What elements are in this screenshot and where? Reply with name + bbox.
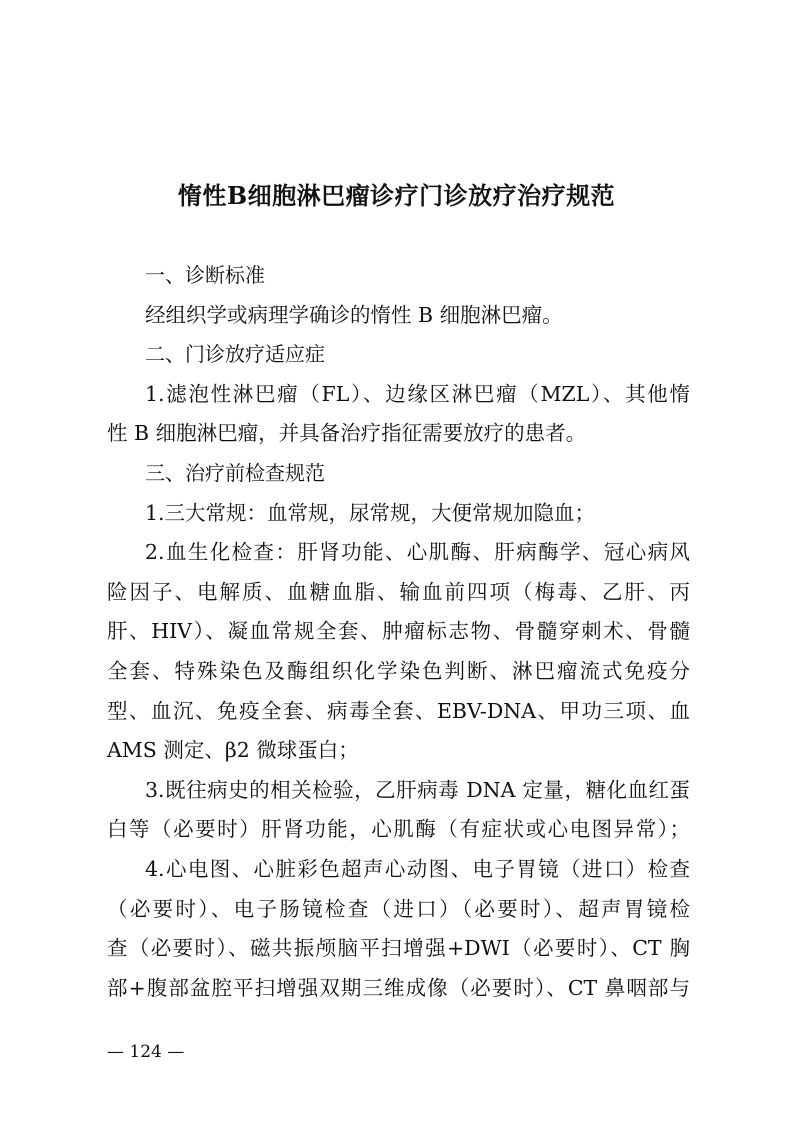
text-line: 肝、HIV）、凝血常规全套、肿瘤标志物、骨髓穿刺术、骨髓 (107, 619, 690, 644)
text-line: （必要时）、电子肠镜检查（进口）（必要时）、超声胃镜检 (107, 896, 690, 921)
text-line: AMS 测定、β2 微球蛋白； (107, 738, 359, 763)
text-line: 型、血沉、免疫全套、病毒全套、EBV-DNA、甲功三项、血 (107, 698, 690, 723)
text-line: 3.既往病史的相关检验，乙肝病毒 DNA 定量，糖化血红蛋 (145, 777, 690, 802)
text-line: 险因子、电解质、血糖血脂、输血前四项（梅毒、乙肝、丙 (107, 579, 690, 604)
page-title: 惰性B细胞淋巴瘤诊疗门诊放疗治疗规范 (177, 181, 616, 210)
text-line: 经组织学或病理学确诊的惰性 B 细胞淋巴瘤。 (145, 302, 563, 327)
text-line: 部+腹部盆腔平扫增强双期三维成像（必要时）、CT 鼻咽部与 (107, 975, 690, 1000)
text-line: 4.心电图、心脏彩色超声心动图、电子胃镜（进口）检查 (145, 856, 690, 881)
page-number: — 124 — (107, 1042, 185, 1062)
text-line: 1.三大常规：血常规，尿常规，大便常规加隐血； (145, 500, 596, 525)
section-heading: 一、诊断标准 (145, 263, 265, 287)
text-line: 2.血生化检查：肝肾功能、心肌酶、肝病酶学、冠心病风 (145, 540, 690, 565)
text-line: 白等（必要时）肝肾功能，心肌酶（有症状或心电图异常）； (107, 817, 690, 842)
document-body (107, 256, 690, 1008)
section-heading: 二、门诊放疗适应症 (145, 342, 325, 367)
section-heading: 三、治疗前检查规范 (145, 460, 325, 485)
text-line: 性 B 细胞淋巴瘤，并具备治疗指征需要放疗的患者。 (107, 421, 587, 446)
text-line: 全套、特殊染色及酶组织化学染色判断、淋巴瘤流式免疫分 (107, 658, 690, 683)
text-line: 1.滤泡性淋巴瘤（FL）、边缘区淋巴瘤（MZL）、其他惰 (145, 381, 690, 406)
text-line: 查（必要时）、磁共振颅脑平扫增强+DWI（必要时）、CT 胸 (107, 936, 690, 961)
